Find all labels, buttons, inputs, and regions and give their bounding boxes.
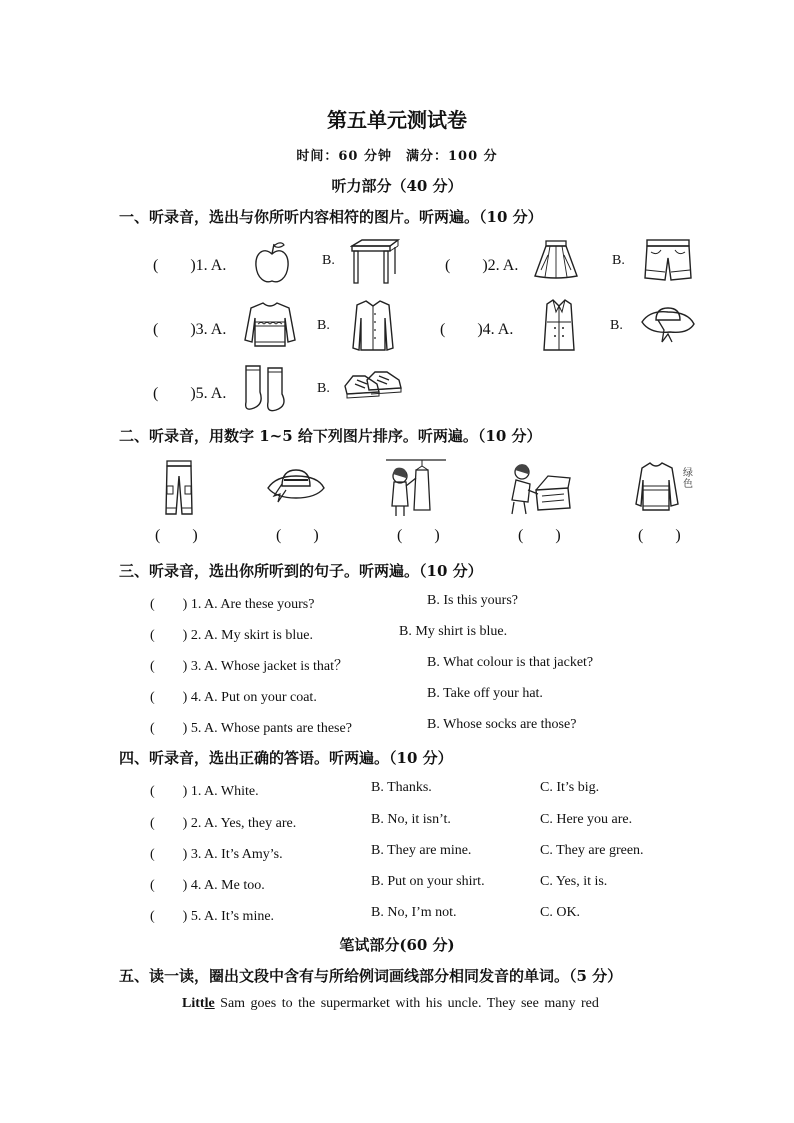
written-part-title: 笔试部分(60 分) — [339, 936, 455, 954]
s4-q3-a: ( ) 3. A. It’s Amy’s. — [150, 847, 283, 862]
s1-q3-label: ( )3. A. — [153, 321, 227, 338]
s3-q5-b: B. Whose socks are those? — [427, 717, 577, 732]
s4-q1-a: ( ) 1. A. White. — [150, 784, 259, 799]
reading-passage — [182, 996, 599, 1012]
s3-q3-b: B. What colour is that jacket? — [427, 655, 594, 670]
s4-q1-b: B. Thanks. — [371, 780, 432, 795]
hat-icon — [266, 466, 326, 506]
s1-q5-b: B. — [317, 381, 330, 396]
reading-text: Sam goes to the supermarket with his uncle. They see many red — [214, 996, 599, 1011]
s4-q2-a: ( ) 2. A. Yes, they are. — [150, 816, 297, 831]
s1-q3-b: B. — [317, 318, 330, 333]
s3-q4-a: ( ) 4. A. Put on your coat. — [150, 690, 317, 705]
section-1-heading: 一、听录音，选出与你所听内容相符的图片。听两遍。（10 分） — [119, 208, 543, 226]
s4-q3-b: B. They are mine. — [371, 843, 472, 858]
example-word-underlined: le — [204, 996, 215, 1011]
exam-meta: 时间：60 分钟 满分：100 分 — [296, 149, 498, 164]
hat-icon — [640, 304, 696, 344]
s1-q5-label: ( )5. A. — [153, 385, 227, 402]
s1-q2-label: ( )2. A. — [445, 257, 519, 274]
s1-q4-label: ( )4. A. — [440, 321, 514, 338]
s4-q4-a: ( ) 4. A. Me too. — [150, 878, 265, 893]
listening-part-title: 听力部分（40 分） — [331, 177, 463, 195]
skirt-icon — [533, 240, 579, 280]
section-4-heading: 四、听录音，选出正确的答语。听两遍。（10 分） — [119, 749, 453, 767]
s1-q1-label: ( )1. A. — [153, 257, 227, 274]
s1-q4-b: B. — [610, 318, 623, 333]
s4-q5-a: ( ) 5. A. It’s mine. — [150, 909, 275, 924]
example-word-prefix: Litt — [182, 996, 205, 1011]
section-2-heading: 二、听录音，用数字 1~5 给下列图片排序。听两遍。（10 分） — [119, 427, 542, 445]
shirt-icon — [351, 298, 395, 352]
s3-q1-b: B. Is this yours? — [427, 593, 518, 608]
s3-q2-b: B. My shirt is blue. — [399, 624, 508, 639]
s4-q1-c: C. It’s big. — [540, 780, 600, 795]
s3-q2-a: ( ) 2. A. My skirt is blue. — [150, 628, 313, 643]
s3-q5-a: ( ) 5. A. Whose pants are these? — [150, 721, 352, 736]
s2-blank-2: ( ) — [276, 527, 319, 544]
s4-q4-b: B. Put on your shirt. — [371, 874, 485, 889]
table-icon — [350, 238, 400, 284]
section-5-heading: 五、读一读，圈出文段中含有与所给例词画线部分相同发音的单词。（5 分） — [119, 967, 623, 985]
s2-blank-3: ( ) — [397, 527, 440, 544]
s1-q1-b: B. — [322, 253, 335, 268]
s1-q2-b: B. — [612, 253, 625, 268]
coat-icon — [543, 298, 575, 354]
socks-icon — [242, 364, 296, 414]
section-3-heading: 三、听录音，选出你所听到的句子。听两遍。（10 分） — [119, 562, 483, 580]
s3-q1-a: ( ) 1. A. Are these yours? — [150, 597, 315, 612]
s2-blank-1: ( ) — [155, 527, 198, 544]
girl-packing-suitcase-icon — [508, 460, 572, 516]
sweater-color-note: 绿色 — [683, 468, 693, 490]
s2-blank-4: ( ) — [518, 527, 561, 544]
pants-icon — [164, 460, 194, 516]
s4-q5-b: B. No, I’m not. — [371, 905, 457, 920]
s2-blank-5: ( ) — [638, 527, 681, 544]
green-sweater-icon — [634, 460, 680, 512]
s4-q5-c: C. OK. — [540, 905, 581, 920]
sweater-icon — [243, 300, 297, 350]
s4-q3-c: C. They are green. — [540, 843, 644, 858]
s4-q4-c: C. Yes, it is. — [540, 874, 608, 889]
shoes-icon — [343, 370, 403, 404]
s3-q3-a: ( ) 3. A. Whose jacket is that？ — [150, 659, 349, 674]
apple-icon — [253, 240, 291, 286]
shorts-icon — [643, 238, 693, 282]
s4-q2-c: C. Here you are. — [540, 812, 633, 827]
s3-q4-b: B. Take off your hat. — [427, 686, 543, 701]
s4-q2-b: B. No, it isn’t. — [371, 812, 451, 827]
page-title: 第五单元测试卷 — [327, 108, 467, 132]
girl-hanging-clothes-icon — [384, 456, 448, 518]
